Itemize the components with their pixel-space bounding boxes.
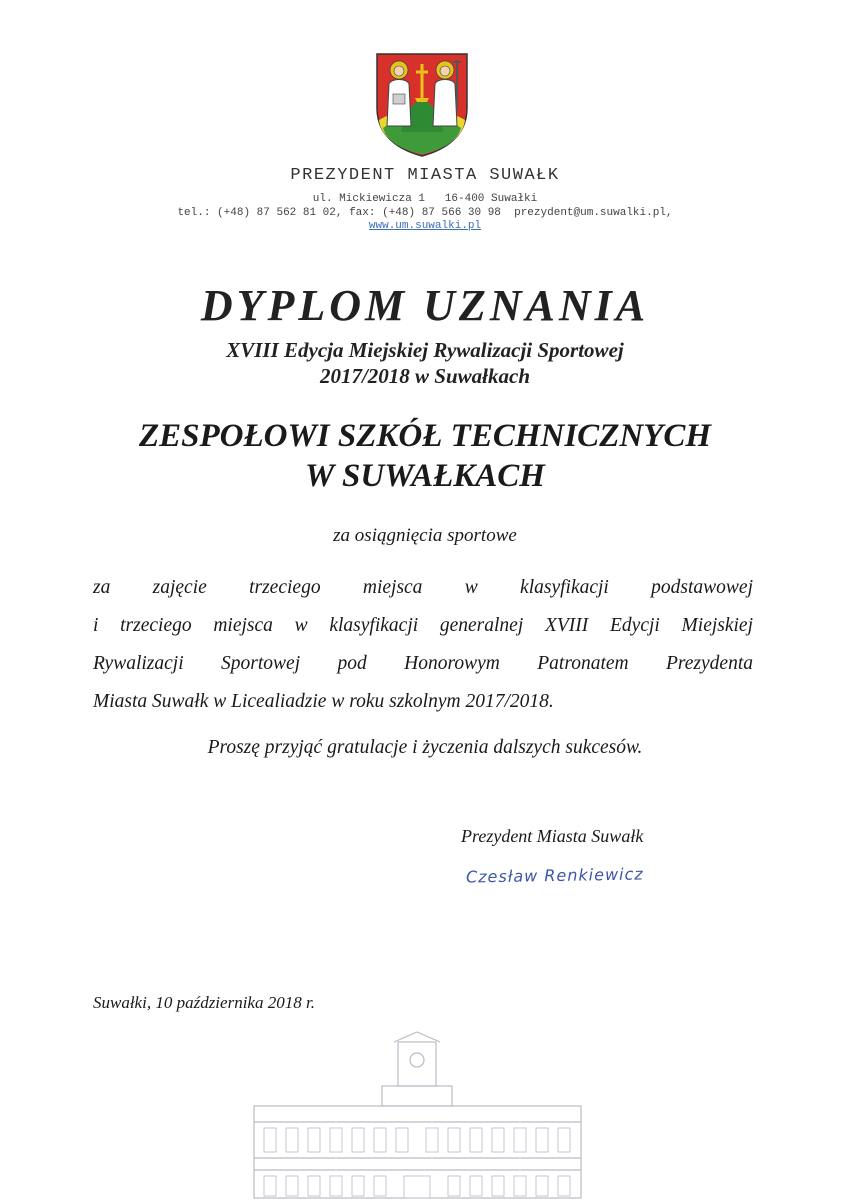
town-hall-icon xyxy=(250,1030,585,1200)
contact-line: tel.: (+48) 87 562 81 02, fax: (+48) 87 566 30 98 prezydent@um.suwalki.pl, xyxy=(177,207,673,219)
congratulations-text: Proszę przyjąć gratulacje i życzenia dalszych sukcesów. xyxy=(207,737,643,758)
office-title: PREZYDENT MIASTA SUWAŁK xyxy=(290,166,560,185)
subtitle-line-1: XVIII Edycja Miejskiej Rywalizacji Sportowej xyxy=(226,338,624,362)
body-line: Rywalizacji Sportowej pod Honorowym Patronatem Prezydenta xyxy=(93,653,753,674)
place-date: Suwałki, 10 października 2018 r. xyxy=(93,993,315,1012)
address-line: ul. Mickiewicza 1 16-400 Suwałki xyxy=(312,193,538,205)
body-line: i trzeciego miejsca w klasyfikacji generalnej XVIII Edycji Miejskiej xyxy=(93,615,753,636)
subtitle-line-2: 2017/2018 w Suwałkach xyxy=(319,364,531,388)
handwritten-signature: Czesław Renkiewicz xyxy=(465,864,644,887)
recipient-line-1: ZESPOŁOWI SZKÓŁ TECHNICZNYCH xyxy=(138,418,712,454)
recipient-line-2: W SUWAŁKACH xyxy=(305,458,545,494)
body-line: Miasta Suwałk w Licealiadzie w roku szkolnym 2017/2018. xyxy=(93,691,554,712)
suwalki-coat-of-arms-icon xyxy=(373,50,471,158)
signer-role: Prezydent Miasta Suwałk xyxy=(461,826,644,846)
diploma-title: DYPLOM UZNANIA xyxy=(200,281,650,330)
website-link[interactable]: www.um.suwalki.pl xyxy=(368,220,482,232)
award-reason: za osiągnięcia sportowe xyxy=(333,525,517,546)
body-line: za zajęcie trzeciego miejsca w klasyfikacji podstawowej xyxy=(93,577,753,598)
